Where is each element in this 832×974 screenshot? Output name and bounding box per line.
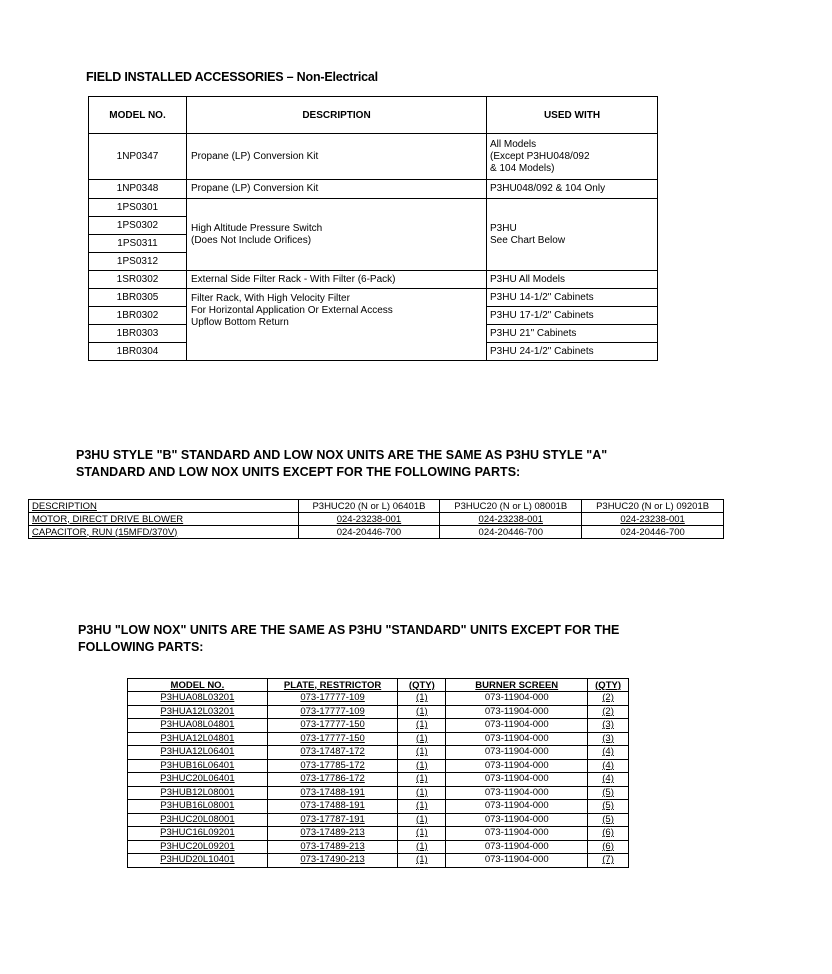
- model-cell: P3HUA08L03201: [128, 692, 268, 706]
- plate-qty-cell: (1): [398, 827, 446, 841]
- heading-line: FOLLOWING PARTS:: [78, 640, 204, 654]
- plate-cell: 073-17487-172: [267, 746, 398, 760]
- used-with-cell: [487, 199, 658, 271]
- table-row: [128, 840, 629, 854]
- model-cell: 1BR0303: [89, 325, 187, 343]
- plate-cell: 073-17777-150: [267, 719, 398, 733]
- description-line: (Does Not Include Orifices): [191, 234, 312, 246]
- description-line: For Horizontal Application Or External Access: [191, 305, 393, 316]
- model-cell: P3HUA12L04801: [128, 732, 268, 746]
- model-cell: P3HUC20L09201: [128, 840, 268, 854]
- table-cell: CAPACITOR, RUN (15MFD/370V): [29, 526, 299, 539]
- plate-qty-cell: (1): [398, 786, 446, 800]
- screen-cell: 073-11904-000: [446, 840, 588, 854]
- plate-cell: 073-17777-150: [267, 732, 398, 746]
- column-header: (QTY): [588, 679, 629, 692]
- used-with-cell: P3HU 24-1/2" Cabinets: [487, 343, 658, 361]
- table-row: [89, 289, 658, 307]
- column-header: USED WITH: [487, 97, 658, 134]
- description-cell: Propane (LP) Conversion Kit: [187, 134, 487, 180]
- screen-cell: 073-11904-000: [446, 746, 588, 760]
- table-row: [128, 773, 629, 787]
- screen-qty-cell: (3): [588, 732, 629, 746]
- column-header: PLATE, RESTRICTOR: [267, 679, 398, 692]
- screen-cell: 073-11904-000: [446, 854, 588, 868]
- table-cell: 024-23238-001: [440, 513, 582, 526]
- plate-cell: 073-17777-109: [267, 705, 398, 719]
- used-with-line: P3HU: [490, 222, 517, 234]
- description-line: Filter Rack, With High Velocity Filter: [191, 293, 350, 304]
- screen-qty-cell: (4): [588, 746, 629, 760]
- screen-qty-cell: (2): [588, 705, 629, 719]
- plate-qty-cell: (1): [398, 759, 446, 773]
- model-cell: 1NP0347: [89, 134, 187, 180]
- table-row: [128, 746, 629, 760]
- model-cell: 1BR0305: [89, 289, 187, 307]
- screen-cell: 073-11904-000: [446, 732, 588, 746]
- model-cell: P3HUA12L06401: [128, 746, 268, 760]
- plate-cell: 073-17777-109: [267, 692, 398, 706]
- plate-qty-cell: (1): [398, 813, 446, 827]
- table-cell: MOTOR, DIRECT DRIVE BLOWER: [29, 513, 299, 526]
- model-cell: P3HUA12L03201: [128, 705, 268, 719]
- column-header: P3HUC20 (N or L) 06401B: [298, 500, 440, 513]
- description-line: High Altitude Pressure Switch: [191, 222, 323, 234]
- table-row: [89, 180, 658, 199]
- plate-cell: 073-17785-172: [267, 759, 398, 773]
- screen-cell: 073-11904-000: [446, 800, 588, 814]
- plate-cell: 073-17489-213: [267, 840, 398, 854]
- style-b-table: [28, 499, 724, 539]
- table-header-row: [128, 679, 629, 692]
- screen-qty-cell: (5): [588, 813, 629, 827]
- heading-line: STANDARD AND LOW NOX UNITS EXCEPT FOR THE FOLLOWING PARTS:: [76, 465, 521, 479]
- model-cell: P3HUC16L09201: [128, 827, 268, 841]
- table-header-row: [29, 500, 724, 513]
- table-row: [128, 705, 629, 719]
- plate-qty-cell: (1): [398, 732, 446, 746]
- screen-qty-cell: (4): [588, 759, 629, 773]
- plate-cell: 073-17490-213: [267, 854, 398, 868]
- model-cell: P3HUB16L06401: [128, 759, 268, 773]
- used-with-line: See Chart Below: [490, 234, 566, 246]
- table-row: [128, 759, 629, 773]
- accessories-heading: FIELD INSTALLED ACCESSORIES – Non-Electrical: [86, 70, 378, 84]
- model-cell: 1SR0302: [89, 271, 187, 289]
- screen-qty-cell: (2): [588, 692, 629, 706]
- screen-cell: 073-11904-000: [446, 705, 588, 719]
- heading-line: P3HU "LOW NOX" UNITS ARE THE SAME AS P3HU "STANDARD" UNITS EXCEPT FOR THE: [78, 623, 620, 637]
- screen-qty-cell: (5): [588, 786, 629, 800]
- style-b-heading: [76, 447, 607, 481]
- column-header: P3HUC20 (N or L) 09201B: [582, 500, 724, 513]
- used-with-cell: [487, 134, 658, 180]
- model-cell: P3HUB16L08001: [128, 800, 268, 814]
- model-cell: 1PS0302: [89, 217, 187, 235]
- model-cell: 1PS0301: [89, 199, 187, 217]
- plate-cell: 073-17787-191: [267, 813, 398, 827]
- screen-cell: 073-11904-000: [446, 719, 588, 733]
- screen-qty-cell: (7): [588, 854, 629, 868]
- plate-qty-cell: (1): [398, 854, 446, 868]
- screen-qty-cell: (5): [588, 800, 629, 814]
- table-row: [128, 692, 629, 706]
- table-row: [128, 854, 629, 868]
- column-header: (QTY): [398, 679, 446, 692]
- model-cell: P3HUA08L04801: [128, 719, 268, 733]
- model-cell: 1BR0302: [89, 307, 187, 325]
- model-cell: 1PS0311: [89, 235, 187, 253]
- table-row: [29, 526, 724, 539]
- plate-qty-cell: (1): [398, 773, 446, 787]
- description-cell: Propane (LP) Conversion Kit: [187, 180, 487, 199]
- column-header: DESCRIPTION: [29, 500, 299, 513]
- column-header: MODEL NO.: [89, 97, 187, 134]
- plate-cell: 073-17489-213: [267, 827, 398, 841]
- low-nox-table-body: [128, 692, 629, 868]
- plate-qty-cell: (1): [398, 840, 446, 854]
- column-header: P3HUC20 (N or L) 08001B: [440, 500, 582, 513]
- table-row: [128, 813, 629, 827]
- used-with-cell: P3HU 17-1/2" Cabinets: [487, 307, 658, 325]
- table-row: [89, 199, 658, 217]
- description-cell: [187, 199, 487, 271]
- screen-cell: 073-11904-000: [446, 786, 588, 800]
- screen-qty-cell: (4): [588, 773, 629, 787]
- table-cell: 024-20446-700: [298, 526, 440, 539]
- model-cell: P3HUB12L08001: [128, 786, 268, 800]
- heading-line: P3HU STYLE "B" STANDARD AND LOW NOX UNITS ARE THE SAME AS P3HU STYLE "A": [76, 448, 608, 462]
- used-with-line: (Except P3HU048/092: [490, 150, 590, 162]
- table-cell: 024-20446-700: [582, 526, 724, 539]
- screen-cell: 073-11904-000: [446, 773, 588, 787]
- table-cell: 024-23238-001: [582, 513, 724, 526]
- low-nox-heading: [78, 622, 619, 656]
- screen-qty-cell: (3): [588, 719, 629, 733]
- model-cell: 1NP0348: [89, 180, 187, 199]
- plate-qty-cell: (1): [398, 705, 446, 719]
- model-cell: 1BR0304: [89, 343, 187, 361]
- table-row: [128, 800, 629, 814]
- table-row: [89, 271, 658, 289]
- plate-cell: 073-17786-172: [267, 773, 398, 787]
- model-cell: 1PS0312: [89, 253, 187, 271]
- table-cell: 024-20446-700: [440, 526, 582, 539]
- table-row: [128, 827, 629, 841]
- screen-cell: 073-11904-000: [446, 759, 588, 773]
- description-cell: External Side Filter Rack - With Filter (6-Pack): [187, 271, 487, 289]
- description-line: Upflow Bottom Return: [191, 317, 289, 328]
- used-with-cell: P3HU 21" Cabinets: [487, 325, 658, 343]
- model-cell: P3HUD20L10401: [128, 854, 268, 868]
- plate-qty-cell: (1): [398, 800, 446, 814]
- plate-cell: 073-17488-191: [267, 786, 398, 800]
- description-cell: [187, 289, 487, 361]
- accessories-table: [88, 96, 658, 361]
- column-header: MODEL NO.: [128, 679, 268, 692]
- screen-cell: 073-11904-000: [446, 813, 588, 827]
- plate-qty-cell: (1): [398, 719, 446, 733]
- used-with-line: & 104 Models): [490, 162, 555, 174]
- used-with-cell: P3HU 14-1/2" Cabinets: [487, 289, 658, 307]
- table-cell: 024-23238-001: [298, 513, 440, 526]
- screen-qty-cell: (6): [588, 827, 629, 841]
- table-row: [89, 134, 658, 180]
- model-cell: P3HUC20L08001: [128, 813, 268, 827]
- model-cell: P3HUC20L06401: [128, 773, 268, 787]
- column-header: BURNER SCREEN: [446, 679, 588, 692]
- table-row: [128, 786, 629, 800]
- screen-qty-cell: (6): [588, 840, 629, 854]
- table-row: [128, 732, 629, 746]
- screen-cell: 073-11904-000: [446, 692, 588, 706]
- table-row: [29, 513, 724, 526]
- screen-cell: 073-11904-000: [446, 827, 588, 841]
- plate-qty-cell: (1): [398, 692, 446, 706]
- plate-qty-cell: (1): [398, 746, 446, 760]
- used-with-line: All Models: [490, 138, 537, 150]
- used-with-cell: P3HU All Models: [487, 271, 658, 289]
- table-row: [128, 719, 629, 733]
- used-with-cell: P3HU048/092 & 104 Only: [487, 180, 658, 199]
- table-header-row: [89, 97, 658, 134]
- column-header: DESCRIPTION: [187, 97, 487, 134]
- plate-cell: 073-17488-191: [267, 800, 398, 814]
- low-nox-table: [127, 678, 629, 868]
